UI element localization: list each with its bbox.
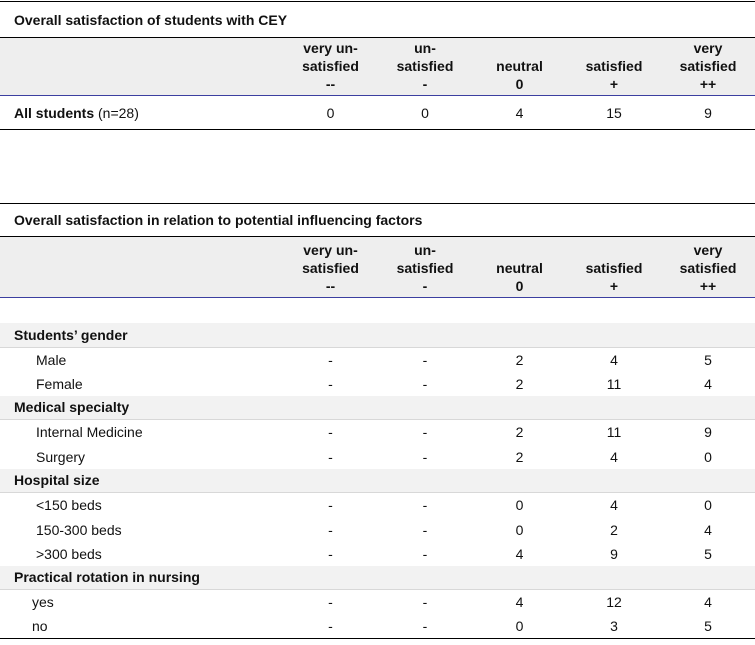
- group-row: [0, 323, 755, 348]
- row-label: Male: [36, 351, 67, 368]
- header-very-unsatisfied: very un- satisfied --: [283, 237, 378, 298]
- cell: -: [422, 351, 428, 368]
- table-row: [0, 96, 755, 130]
- row-label: All students: [14, 104, 95, 121]
- header-unsatisfied: un- satisfied -: [378, 237, 472, 298]
- header-very-satisfied: very satisfied ++: [661, 38, 755, 96]
- cell: 4: [515, 545, 524, 562]
- group-label: Medical specialty: [0, 396, 755, 420]
- cell: 5: [704, 618, 712, 635]
- spacer-row: [0, 298, 755, 323]
- row-label: >300 beds: [36, 545, 102, 562]
- table-row: [0, 493, 755, 518]
- header-very-unsatisfied: very un- satisfied --: [283, 38, 378, 96]
- cell: -: [422, 594, 428, 611]
- cell: -: [328, 545, 333, 562]
- overall-satisfaction-table: [0, 1, 755, 130]
- cell: 9: [610, 545, 618, 562]
- group-row: [0, 396, 755, 420]
- cell: -: [422, 497, 428, 514]
- table-row: [0, 445, 755, 469]
- cell: 0: [704, 497, 712, 514]
- cell: -: [422, 375, 428, 392]
- cell: -: [422, 448, 428, 465]
- cell: 2: [515, 351, 524, 368]
- header-label-cell: [0, 237, 283, 298]
- cell: 4: [704, 521, 712, 538]
- group-row: [0, 566, 755, 590]
- cell: 2: [515, 375, 524, 392]
- table-row: [0, 542, 755, 566]
- cell: 5: [704, 351, 712, 368]
- header-neutral: neutral 0: [472, 38, 567, 96]
- table-row: [0, 590, 755, 615]
- cell: -: [422, 521, 428, 538]
- table-row: [0, 615, 755, 639]
- group-label: Practical rotation in nursing: [0, 566, 755, 590]
- table-row: [0, 372, 755, 396]
- row-label: 150-300 beds: [36, 521, 122, 538]
- cell: 9: [704, 424, 712, 441]
- cell: -: [328, 448, 333, 465]
- cell: 4: [610, 448, 618, 465]
- row-label: no: [32, 618, 48, 635]
- cell: -: [422, 424, 428, 441]
- cell: 2: [515, 424, 524, 441]
- row-note: (n=28): [98, 104, 139, 121]
- cell: 0: [515, 618, 524, 635]
- cell: -: [328, 521, 333, 538]
- row-label: Surgery: [36, 448, 86, 465]
- cell: 2: [610, 521, 618, 538]
- group-row: [0, 469, 755, 493]
- cell: 5: [704, 545, 712, 562]
- cell: 11: [606, 424, 622, 441]
- cell: 4: [610, 497, 618, 514]
- cell: -: [328, 497, 333, 514]
- cell: -: [422, 618, 428, 635]
- cell: 3: [610, 618, 618, 635]
- table-title: Overall satisfaction in relation to potential influencing factors: [14, 212, 423, 228]
- group-label: Hospital size: [0, 469, 755, 493]
- row-label: <150 beds: [36, 497, 102, 514]
- header-label-cell: [0, 38, 283, 96]
- cell: -: [328, 375, 333, 392]
- cell: 4: [704, 375, 712, 392]
- group-label: Students’ gender: [0, 323, 755, 348]
- cell: -: [328, 618, 333, 635]
- cell: 4: [704, 594, 712, 611]
- table-row: [0, 518, 755, 542]
- cell: 4: [515, 104, 524, 121]
- cell: 0: [421, 104, 429, 121]
- header-neutral: neutral 0: [472, 237, 567, 298]
- cell: 12: [606, 594, 622, 611]
- cell: 0: [515, 521, 524, 538]
- header-unsatisfied: un- satisfied -: [378, 38, 472, 96]
- table-row: [0, 348, 755, 372]
- cell: -: [328, 594, 333, 611]
- row-label: Female: [36, 375, 83, 392]
- cell: 4: [610, 351, 618, 368]
- header-satisfied: satisfied +: [567, 38, 661, 96]
- cell: -: [422, 545, 428, 562]
- cell: 0: [515, 497, 524, 514]
- header-very-satisfied: very satisfied ++: [661, 237, 755, 298]
- cell: 15: [606, 104, 622, 121]
- cell: 9: [704, 104, 712, 121]
- cell: 4: [515, 594, 524, 611]
- header-satisfied: satisfied +: [567, 237, 661, 298]
- cell: -: [328, 351, 333, 368]
- cell: 0: [704, 448, 712, 465]
- cell: 0: [326, 104, 335, 121]
- table-row: [0, 420, 755, 445]
- cell: 2: [515, 448, 524, 465]
- influencing-factors-table: [0, 203, 755, 639]
- row-label: Internal Medicine: [36, 424, 143, 441]
- row-label: yes: [32, 594, 54, 611]
- cell: -: [328, 424, 333, 441]
- table-title: Overall satisfaction of students with CEY: [14, 11, 288, 28]
- cell: 11: [606, 375, 622, 392]
